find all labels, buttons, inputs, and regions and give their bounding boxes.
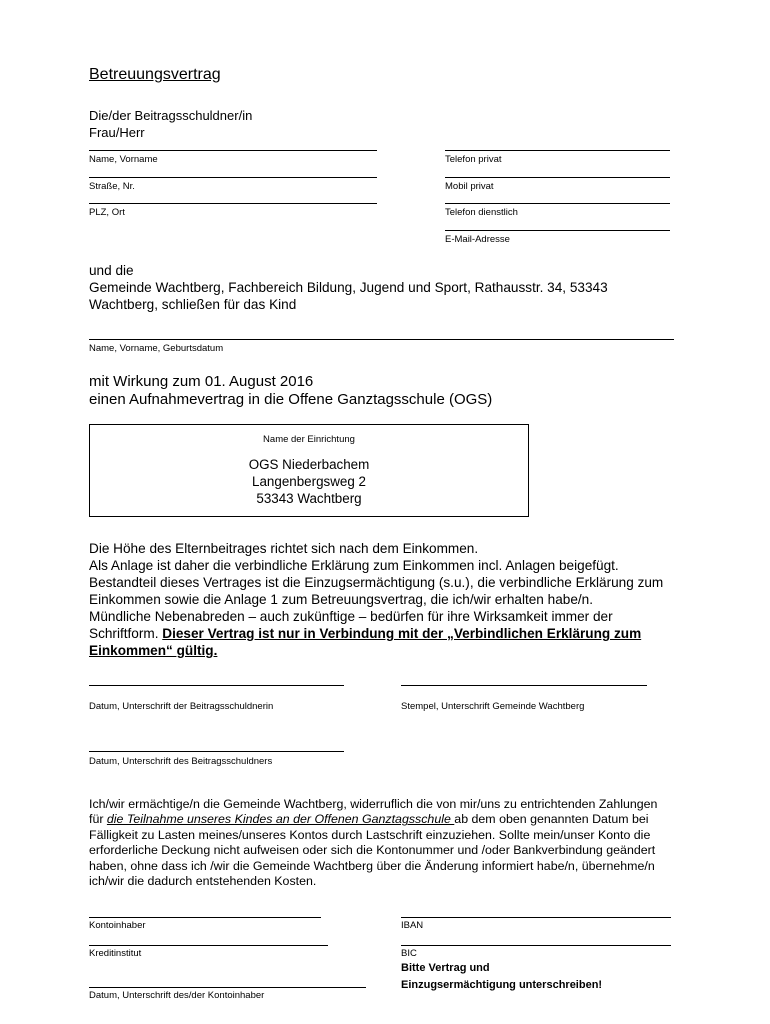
mandate-line: Ich/wir ermächtige/n die Gemeinde Wachtberg, widerruflich die von mir/uns zu entrichtenden Zahlungen [89, 797, 658, 811]
email-field-label: E-Mail-Adresse [445, 234, 510, 245]
bank-institute-label: Kreditinstitut [89, 948, 142, 959]
mobile-private-label: Mobil privat [445, 181, 494, 192]
fee-line: Die Höhe des Elternbeitrages richtet sich nach dem Einkommen. [89, 541, 479, 556]
fee-line-plain: Schriftform. [89, 626, 163, 641]
account-holder-signature-label: Datum, Unterschrift des/der Kontoinhaber [89, 990, 265, 1001]
debtor-header-line1: Die/der Beitragsschuldner/in [89, 108, 253, 123]
mandate-line: erforderliche Deckung nicht aufweisen oder sich die Kontonummer und /oder Bankverbindung geändert [89, 843, 656, 858]
phone-work-line[interactable] [445, 203, 670, 204]
ogs-participation: die Teilnahme unseres Kindes an der Offenen Ganztagsschule [106, 812, 455, 827]
reminder-line2: Einzugsermächtigung unterschreiben! [401, 979, 603, 991]
institution-label: Name der Einrichtung [263, 434, 355, 445]
institution-address [90, 456, 528, 507]
mobile-private-line[interactable] [445, 177, 670, 178]
mandate-line-plain: ab dem oben genannten Datum bei [454, 812, 649, 827]
fee-line [89, 625, 663, 642]
bic-label: BIC [401, 948, 417, 959]
child-field-label: Name, Vorname, Geburtsdatum [89, 343, 224, 354]
iban-label: IBAN [401, 920, 424, 931]
page-title: Betreuungsvertrag [89, 66, 221, 83]
effective-date: mit Wirkung zum 01. August 2016 [89, 373, 314, 390]
signature-debtor-m-label: Datum, Unterschrift des Beitragsschuldners [89, 756, 273, 767]
bic-line[interactable] [401, 945, 671, 946]
phone-work-label: Telefon dienstlich [445, 207, 518, 218]
signature-reminder [401, 960, 602, 994]
street-field-label: Straße, Nr. [89, 181, 135, 192]
name-field-line[interactable] [89, 150, 377, 151]
mandate-line [89, 812, 657, 827]
account-holder-label: Kontoinhaber [89, 920, 146, 931]
child-field-line[interactable] [89, 339, 674, 340]
mandate-line: ich/wir die dadurch entstehenden Kosten. [89, 874, 317, 889]
debtor-header [89, 107, 252, 124]
city-field-line[interactable] [89, 203, 377, 204]
signature-stamp-line[interactable] [401, 685, 647, 686]
validity-notice-end: Einkommen“ gültig. [89, 643, 218, 658]
mandate-line: Fälligkeit zu Lasten meines/unseres Kontos durch Lastschrift einzuziehen. Sollte mein/unser Konto die [89, 827, 651, 842]
fee-line: Als Anlage ist daher die verbindliche Erklärung zum Einkommen incl. Anlagen beigefügt. [89, 558, 619, 573]
mandate-line: haben, ohne dass ich /wir die Gemeinde Wachtberg über die Änderung informiert habe/n, übernehme/n [89, 858, 655, 873]
parties-child-intro: Wachtberg, schließen für das Kind [89, 297, 297, 312]
street-field-line[interactable] [89, 177, 377, 178]
reminder-line1: Bitte Vertrag und [401, 962, 490, 974]
signature-debtor-m-line[interactable] [89, 751, 344, 752]
phone-private-line[interactable] [445, 150, 670, 151]
parties-municipality: Gemeinde Wachtberg, Fachbereich Bildung, Jugend und Sport, Rathausstr. 34, 53343 [89, 280, 608, 295]
signature-debtor-f-label: Datum, Unterschrift der Beitragsschuldnerin [89, 701, 274, 712]
institution-box [89, 424, 529, 517]
account-holder-line[interactable] [89, 917, 321, 918]
iban-line[interactable] [401, 917, 671, 918]
institution-city: 53343 Wachtberg [256, 491, 362, 506]
signature-debtor-f-line[interactable] [89, 685, 344, 686]
account-holder-signature-line[interactable] [89, 987, 366, 988]
phone-private-label: Telefon privat [445, 154, 502, 165]
debtor-salutation: Frau/Herr [89, 125, 145, 140]
name-field-label: Name, Vorname [89, 154, 158, 165]
fee-line: Mündliche Nebenabreden – auch zukünftige – bedürfen für ihre Wirksamkeit immer der [89, 609, 613, 624]
city-field-label: PLZ, Ort [89, 207, 125, 218]
email-field-line[interactable] [445, 230, 670, 231]
signature-stamp-label: Stempel, Unterschrift Gemeinde Wachtberg [401, 701, 585, 712]
parties-intro: und die [89, 263, 134, 278]
fee-paragraph [89, 540, 663, 659]
bank-institute-line[interactable] [89, 945, 328, 946]
fee-line: Einkommen sowie die Anlage 1 zum Betreuungsvertrag, die ich/wir erhalten habe/n. [89, 592, 594, 607]
institution-street: Langenbergsweg 2 [252, 474, 366, 489]
validity-notice: Dieser Vertrag ist nur in Verbindung mit der „Verbindlichen Erklärung zum [162, 626, 642, 641]
fee-line: Bestandteil dieses Vertrages ist die Einzugsermächtigung (s.u.), die verbindliche Erklärung zum [89, 575, 664, 590]
direct-debit-mandate [89, 797, 657, 889]
institution-name: OGS Niederbachem [248, 457, 370, 472]
contract-subject: einen Aufnahmevertrag in die Offene Ganztagsschule (OGS) [89, 391, 493, 408]
mandate-line-plain: für [89, 812, 107, 827]
